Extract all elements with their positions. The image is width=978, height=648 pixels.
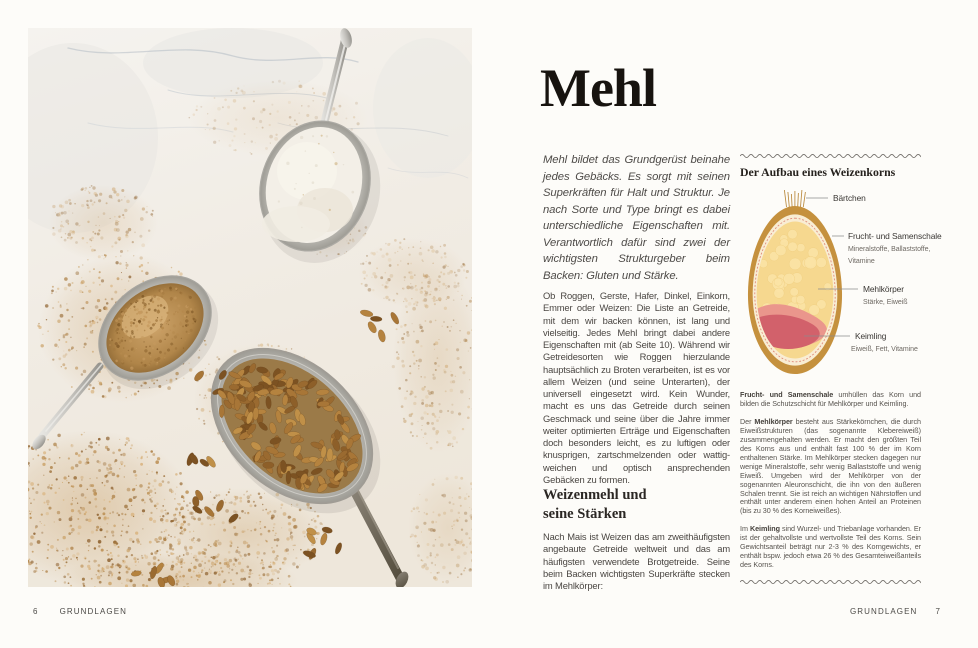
diagram-label-mehlkoerper: Mehlkörper — [863, 284, 904, 294]
sidebar-heading: Der Aufbau eines Weizenkorns — [740, 165, 896, 179]
subheading-line-2: seine Stärken — [543, 505, 627, 522]
page-title: Mehl — [540, 58, 656, 118]
sidebar-paragraph: Im Keimling sind Wurzel- und Triebanlage vorhanden. Er ist der gehaltvollste und wertvollste Teil des Korns. Sein Gewichtsanteil beträgt nur 2-3 % des Korngewichts, er enthält bspw. jedoch etwa 26 % des Gesamteiweißanteils des Korns. — [740, 524, 921, 570]
body-paragraph-2: Nach Mais ist Weizen das am zweithäufigsten angebaute Getreide weltweit und das am häufigsten verwendete Brotgetreide. Seine beim Backen wichtigsten Superkräfte stecken im Mehlkörper: — [543, 531, 730, 591]
body-paragraph-1: Ob Roggen, Gerste, Hafer, Dinkel, Einkorn, Emmer oder Weizen: Die Liste an Getreide, mit dem wir backen können, ist lang und vielseitig. Jedes Mehl bringt dabei andere Eigenschaften mit (ab Seite 10). Während wir Getreidesorten wie Roggen hierzulande hauptsächlich zu Broten verarbeiten, ist es vor allem Weizen (und seine Unterarten), der universell eingesetzt wird. Kein Wunder, macht es uns das Getreide durch seinen Geschmack und seine über die Jahre immer weiter optimierten Erträge und Eigenschaften doch besonders leicht, es zu luftigen oder knusprigen, zartschmelzenden oder wattig-weichen und optisch ansprechenden Gebäcken zu formen. — [543, 290, 730, 485]
diagram-label-schale: Frucht- und Samenschale — [848, 231, 942, 241]
section-label: GRUNDLAGEN — [59, 607, 128, 616]
wheat-grain-diagram — [740, 184, 945, 392]
section-subheading — [543, 486, 647, 523]
section-label: GRUNDLAGEN — [849, 607, 918, 616]
page-footer-right — [850, 607, 941, 616]
page-number: 6 — [33, 607, 39, 616]
sidebar-paragraph: Frucht- und Samenschale umhüllen das Korn und bilden die Schutzschicht für Mehlkörper und Keimling. — [740, 390, 921, 408]
sidebar-paragraph: Der Mehlkörper besteht aus Stärkekörnchen, die durch Eiweißstrukturen (das sogenannte Klebereiweiß) zusammengehalten werden. Er macht den größten Teil des Korns aus und enthält fast 100 % der im Korn enthaltenen Stärke. Im Mehlkörper stecken dagegen nur wenige Mineralstoffe, sehr wenig Ballaststoffe und wenig Eiweiß. Umgeben wird der Mehlkörper von der sogenannten Aleuronschicht, die ihn von den äußeren Schalen trennt. Sie ist reich an wichtigen Nährstoffen und enthält unter anderem einen hohen Anteil an Proteinen (bis zu 30 % des Korneiweißes). — [740, 416, 921, 516]
page-footer-left — [33, 607, 127, 616]
diagram-sublabel-schale-2: Vitamine — [848, 258, 875, 265]
subheading-line-1: Weizenmehl und — [543, 487, 647, 503]
sidebar-text — [740, 391, 921, 579]
diagram-sublabel-mehlkoerper: Stärke, Eiweiß — [863, 299, 908, 306]
diagram-sublabel-keimling: Eiweiß, Fett, Vitamine — [851, 346, 918, 353]
baertchen-brush-icon — [784, 190, 805, 207]
intro-paragraph: Mehl bildet das Grundgerüst beinahe jedes Gebäcks. Es sorgt mit seinen Superkräften für Halt und Struktur. Je nach Sorte und Type bringt es dabei unterschiedliche Eigenschaften mit. Verantwortlich dafür sind zwei der wichtigsten Strukturgeber beim Backen: Gluten und Stärke. — [543, 154, 730, 282]
diagram-label-baertchen: Bärtchen — [833, 193, 866, 203]
page-number: 7 — [935, 607, 941, 616]
wavy-divider-top — [740, 152, 921, 160]
diagram-sublabel-schale-1: Mineralstoffe, Ballaststoffe, — [848, 246, 931, 253]
wavy-divider-bottom — [740, 578, 921, 586]
flour-photo — [28, 28, 472, 587]
flour-photo-art — [28, 28, 472, 587]
diagram-label-keimling: Keimling — [855, 331, 887, 341]
